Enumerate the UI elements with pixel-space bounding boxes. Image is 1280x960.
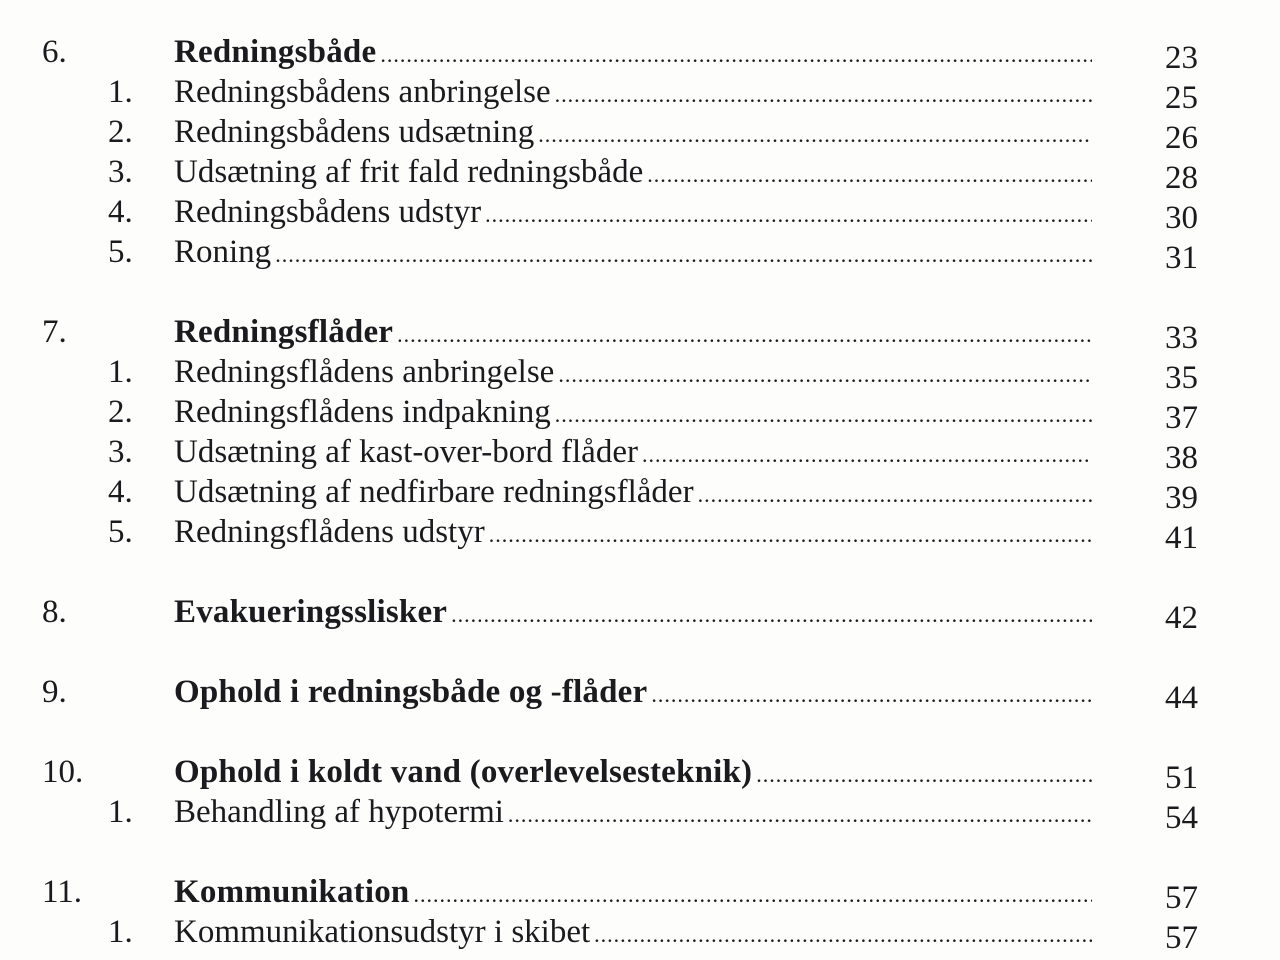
page-number: 44 [1165, 680, 1198, 716]
toc-subentry [0, 792, 1280, 836]
toc-leader [174, 792, 1092, 832]
page-number: 35 [1165, 360, 1198, 396]
section-title: Redningsbådens anbringelse [174, 74, 551, 110]
section-title: Udsætning af kast-over-bord flåder [174, 434, 638, 470]
toc-chapter-entry [0, 32, 1280, 76]
section-number: 1. [108, 794, 133, 830]
toc-leader [174, 232, 1092, 272]
page-number: 37 [1165, 400, 1198, 436]
section-number: 3. [108, 434, 133, 470]
chapter-title: Ophold i redningsbåde og -flåder [174, 674, 648, 710]
toc-leader [174, 32, 1092, 72]
chapter-number: 11. [42, 874, 83, 910]
toc-leader [174, 392, 1092, 432]
section-title: Redningsflådens udstyr [174, 514, 485, 550]
page-number: 57 [1165, 880, 1198, 916]
toc-leader [174, 872, 1092, 912]
chapter-number: 9. [42, 674, 67, 710]
dot-leader [594, 915, 1092, 952]
section-number: 1. [108, 914, 133, 950]
page-number: 30 [1165, 200, 1198, 236]
page-number: 42 [1165, 600, 1198, 636]
dot-leader [651, 675, 1092, 712]
toc-subentry [0, 472, 1280, 516]
section-number: 2. [108, 114, 133, 150]
page-number: 41 [1165, 520, 1198, 556]
page-number: 26 [1165, 120, 1198, 156]
dot-leader [558, 355, 1092, 392]
page-number: 57 [1165, 920, 1198, 956]
section-number: 2. [108, 394, 133, 430]
section-title: Redningsflådens indpakning [174, 394, 551, 430]
section-title: Redningsflådens anbringelse [174, 354, 555, 390]
chapter-title: Redningsflåder [174, 314, 394, 350]
dot-leader [414, 875, 1093, 912]
chapter-number: 8. [42, 594, 67, 630]
toc-chapter-entry [0, 312, 1280, 356]
section-title: Behandling af hypotermi [174, 794, 504, 830]
page-number: 23 [1165, 40, 1198, 76]
dot-leader [380, 35, 1092, 72]
dot-leader [451, 595, 1092, 632]
toc-leader [174, 152, 1092, 192]
chapter-title: Evakueringsslisker [174, 594, 448, 630]
dot-leader [756, 755, 1092, 792]
dot-leader [489, 515, 1092, 552]
page-number: 38 [1165, 440, 1198, 476]
toc-leader [174, 312, 1092, 352]
toc-subentry [0, 192, 1280, 236]
dot-leader [538, 115, 1092, 152]
toc-subentry [0, 152, 1280, 196]
page-number: 33 [1165, 320, 1198, 356]
toc-subentry [0, 352, 1280, 396]
chapter-title: Ophold i koldt vand (overlevelsesteknik) [174, 754, 753, 790]
toc-leader [174, 72, 1092, 112]
toc-leader [174, 432, 1092, 472]
section-title: Redningsbådens udstyr [174, 194, 482, 230]
dot-leader [508, 795, 1092, 832]
chapter-number: 6. [42, 34, 67, 70]
chapter-number: 7. [42, 314, 67, 350]
section-number: 1. [108, 74, 133, 110]
section-title: Kommunikationsudstyr i skibet [174, 914, 591, 950]
dot-leader [397, 315, 1092, 352]
section-title: Roning [174, 234, 272, 270]
page-number: 39 [1165, 480, 1198, 516]
toc-leader [174, 192, 1092, 232]
page-number: 31 [1165, 240, 1198, 276]
page-number: 51 [1165, 760, 1198, 796]
toc-leader [174, 672, 1092, 712]
toc-leader [174, 472, 1092, 512]
section-number: 1. [108, 354, 133, 390]
toc-chapter-entry [0, 752, 1280, 796]
section-number: 4. [108, 474, 133, 510]
dot-leader [642, 435, 1092, 472]
section-title: Udsætning af nedfirbare redningsflåder [174, 474, 694, 510]
toc-subentry [0, 112, 1280, 156]
toc-chapter-entry [0, 672, 1280, 716]
page-number: 25 [1165, 80, 1198, 116]
section-number: 5. [108, 234, 133, 270]
page-number: 54 [1165, 800, 1198, 836]
section-number: 5. [108, 514, 133, 550]
dot-leader [485, 195, 1092, 232]
dot-leader [698, 475, 1092, 512]
section-number: 3. [108, 154, 133, 190]
toc-chapter-entry [0, 872, 1280, 916]
section-title: Redningsbådens udsætning [174, 114, 535, 150]
toc-subentry [0, 512, 1280, 556]
toc-leader [174, 112, 1092, 152]
toc-leader [174, 512, 1092, 552]
toc-subentry [0, 392, 1280, 436]
toc-leader [174, 752, 1092, 792]
toc-subentry [0, 72, 1280, 116]
chapter-title: Kommunikation [174, 874, 410, 910]
dot-leader [275, 235, 1092, 272]
dot-leader [555, 395, 1092, 432]
toc-leader [174, 912, 1092, 952]
toc-leader [174, 352, 1092, 392]
toc-chapter-entry [0, 592, 1280, 636]
toc-subentry [0, 912, 1280, 956]
toc-leader [174, 592, 1092, 632]
toc-subentry [0, 232, 1280, 276]
page-number: 28 [1165, 160, 1198, 196]
dot-leader [647, 155, 1092, 192]
toc-subentry [0, 432, 1280, 476]
chapter-title: Redningsbåde [174, 34, 377, 70]
dot-leader [555, 75, 1092, 112]
chapter-number: 10. [42, 754, 84, 790]
section-number: 4. [108, 194, 133, 230]
section-title: Udsætning af frit fald redningsbåde [174, 154, 644, 190]
